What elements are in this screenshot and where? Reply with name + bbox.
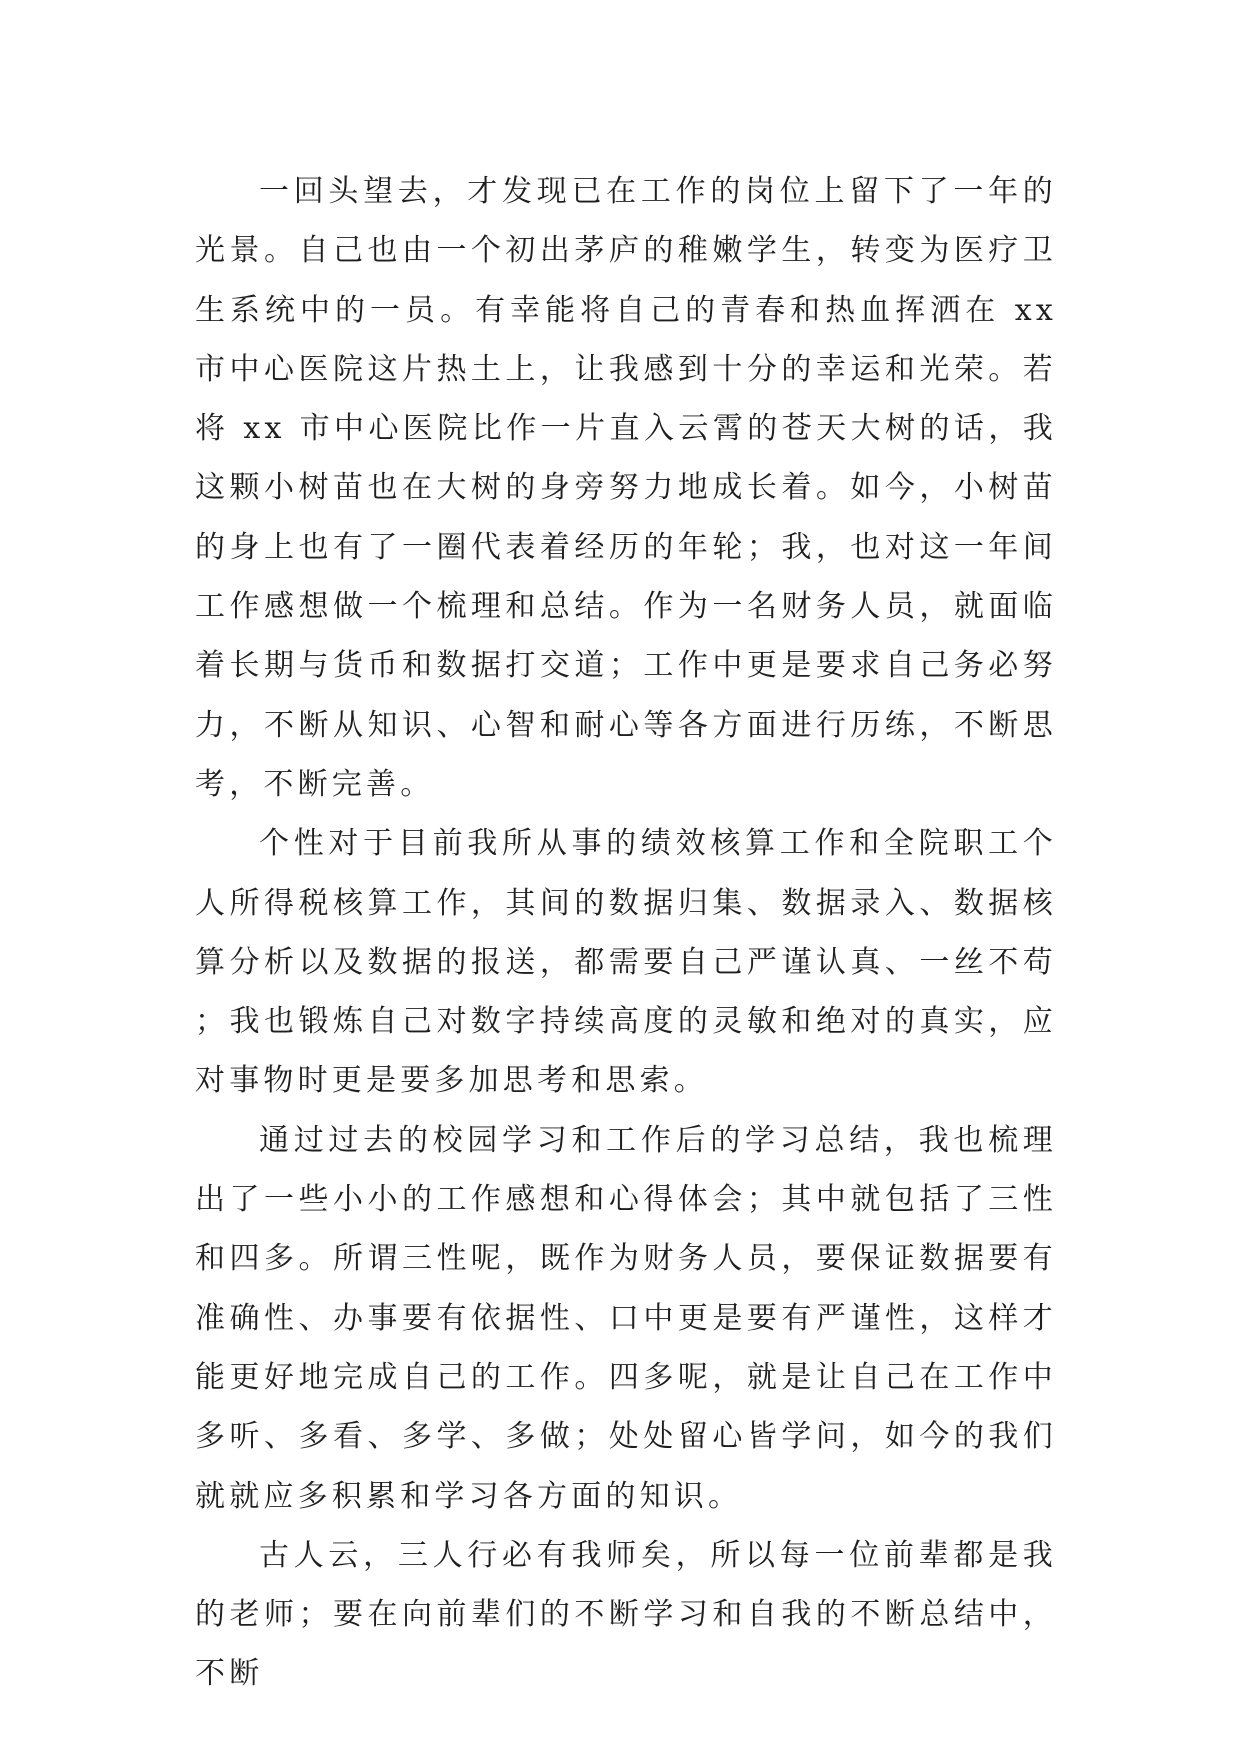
paragraph-3: 通过过去的校园学习和工作后的学习总结，我也梳理出了一些小小的工作感想和心得体会；其中就包括了三性和四多。所谓三性呢，既作为财务人员，要保证数据要有准确性、办事要有依据性、口中更是要有严谨性，这样才能更好地完成自己的工作。四多呢，就是让自己在工作中多听、多看、多学、多做；处处留心皆学问，如今的我们就就应多积累和学习各方面的知识。 bbox=[195, 1122, 1057, 1514]
paragraph-2: 个性对于目前我所从事的绩效核算工作和全院职工个人所得税核算工作，其间的数据归集、数据录入、数据核算分析以及数据的报送，都需要自己严谨认真、一丝不苟；我也锻炼自己对数字持续高度的灵敏和绝对的真实，应对事物时更是要多加思考和思索。 bbox=[195, 826, 1057, 1099]
paragraph-1: 一回头望去，才发现已在工作的岗位上留下了一年的光景。自己也由一个初出茅庐的稚嫩学生，转变为医疗卫生系统中的一员。有幸能将自己的青春和热血挥洒在 xx 市中心医院这片热土上，让我感到十分的幸运和光荣。若将 xx 市中心医院比作一片直入云霄的苍天大树的话，我这颗小树苗也在大树的身旁努力地成长着。如今，小树苗的身上也有了一圈代表着经历的年轮；我，也对这一年间工作感想做一个梳理和总结。作为一名财务人员，就面临着长期与货币和数据打交道；工作中更是要求自己务必努力，不断从知识、心智和耐心等各方面进行历练，不断思考，不断完善。 bbox=[195, 174, 1057, 802]
paragraph-4: 古人云，三人行必有我师矣，所以每一位前辈都是我的老师；要在向前辈们的不断学习和自我的不断总结中，不断 bbox=[195, 1537, 1057, 1692]
document-body bbox=[195, 162, 1057, 1704]
